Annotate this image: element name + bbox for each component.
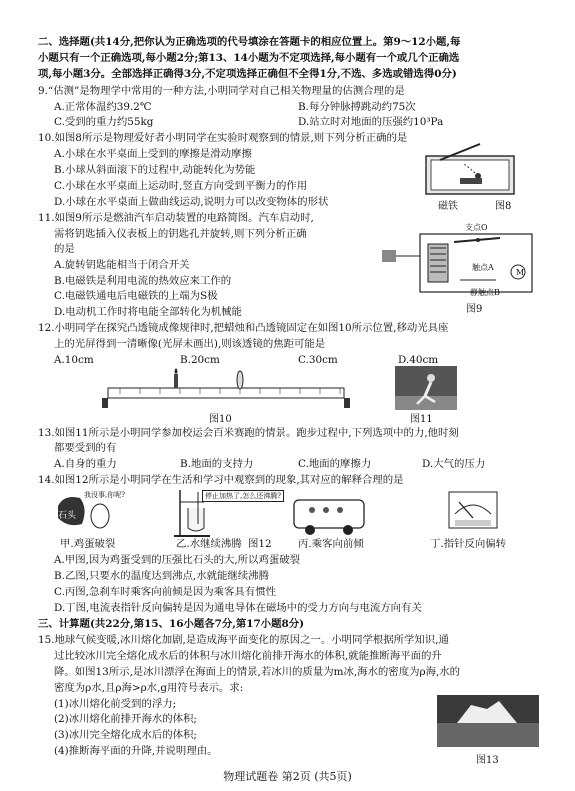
q13-option-a: A.自身的重力	[54, 458, 117, 470]
q15-line2: 过比较冰川完全熔化成水后的体积与冰川熔化前排开海水的体积,就能推断海平面的升	[54, 650, 442, 662]
figure-12b-speech: 停止加热了,怎么还沸腾?	[202, 490, 284, 502]
q9-option-c: C.受到的重力约55kg	[54, 116, 154, 128]
q11-option-a: A.旋转钥匙能相当于闭合开关	[54, 259, 190, 271]
q12-stem-line1: 12.小明同学在探究凸透镜成像规律时,把蜡烛和凸透镜固定在如图10所示位置,移动光具座	[38, 322, 449, 334]
q15-line4: 密度为ρ水,且ρ海>ρ水,g用符号表示。求:	[54, 682, 244, 694]
q13-stem-line2: 都要受到的有	[54, 442, 117, 454]
figure-9-caption: 图9	[466, 304, 483, 315]
figure-10-optical-bench	[100, 366, 350, 414]
q12-option-b: B.20cm	[180, 354, 220, 366]
figure-12-caption: 图12	[248, 538, 272, 550]
figure-11-runner-photo	[395, 366, 457, 410]
page-footer: 物理试题卷 第2页 (共5页)	[223, 770, 352, 783]
figure-9-pivot-label: 支点O	[465, 223, 488, 232]
figure-12c-bus	[290, 490, 370, 538]
section2-line3: 项,每小题3分。全部选择正确得3分,不定项选择正确但不全得1分,不选、多选或错选得0分)	[38, 68, 457, 80]
q11-option-c: C.电磁铁通电后电磁铁的上端为S极	[54, 290, 218, 302]
figure-10-caption: 图10	[209, 414, 232, 425]
q14-option-b: B.乙图,只要水的温度达到沸点,水就能继续沸腾	[54, 570, 269, 582]
q15-sub1: (1)冰川熔化前受到的浮力;	[54, 698, 177, 710]
section2-line1: 二、选择题(共14分,把你认为正确选项的代号填涂在答题卡的相应位置上。第9～12小题,每	[38, 36, 461, 48]
figure-12b-caption: 乙.水继续沸腾	[176, 538, 242, 550]
q13-stem-line1: 13.如图11所示是小明同学参加校运会百米赛跑的情景。跑步过程中,下列选项中的力,他时刻	[38, 427, 459, 439]
figure-13-caption: 图13	[476, 755, 499, 766]
section2-line2: 小题只有一个正确选项,每小题2分;第13、14小题为不定项选择,每小题有一个或几个正确选	[38, 52, 460, 64]
q9-option-b: B.每分钟脉搏跳动约75次	[298, 101, 416, 113]
q15-sub3: (3)冰川完全熔化成水后的体积;	[54, 729, 197, 741]
figure-9-contact-a-label: 触点A	[472, 263, 494, 272]
q12-option-d: D.40cm	[398, 354, 439, 366]
section3-title: 三、计算题(共22分,第15、16小题各7分,第17小题8分)	[38, 618, 305, 630]
figure-9-motor-label: M	[516, 268, 525, 277]
figure-11-caption: 图11	[410, 414, 433, 425]
figure-12c-caption: 丙.乘客向前倾	[298, 538, 364, 550]
q14-option-d: D.丁图,电流表指针反向偏转是因为通电导体在磁场中的受力方向与电流方向有关	[54, 602, 422, 614]
q9-stem: 9.“估测”是物理学中常用的一种方法,小明同学对自己相关物理量的估测合理的是	[38, 85, 405, 97]
q12-stem-line2: 上的光屏得到一清晰像(光屏未画出),则该透镜的焦距可能是	[54, 338, 326, 350]
figure-12a-speech: 我没事,你呢?	[84, 491, 125, 499]
q11-option-b: B.电磁铁是利用电流的热效应来工作的	[54, 275, 232, 287]
figure-12a-stone-label: 石头	[58, 511, 77, 521]
q15-sub4: (4)推断海平面的升降,并说明理由。	[54, 745, 218, 757]
q10-option-b: B.小球从斜面滚下的过程中,动能转化为势能	[54, 164, 256, 176]
q15-line1: 15.地球气候变暖,冰川熔化加剧,是造成海平面变化的原因之一。小明同学根据所学知识,通	[38, 634, 449, 646]
figure-9-circuit	[378, 222, 538, 302]
figure-12d-caption: 丁.指针反向偏转	[430, 538, 507, 550]
q11-option-d: D.电动机工作时将电能全部转化为机械能	[54, 306, 242, 318]
q13-option-b: B.地面的支持力	[180, 458, 254, 470]
q14-option-a: A.甲图,因为鸡蛋受到的压强比石头的大,所以鸡蛋破裂	[54, 554, 301, 566]
q10-option-d: D.小球在水平桌面上做曲线运动,说明力可以改变物体的形状	[54, 196, 329, 208]
q14-stem: 14.如图12所示是小明同学在生活和学习中观察到的现象,其对应的解释合理的是	[38, 474, 404, 486]
q15-sub2: (2)冰川熔化前排开海水的体积;	[54, 713, 197, 725]
q13-option-d: D.大气的压力	[422, 458, 486, 470]
figure-12a-caption: 甲.鸡蛋破裂	[60, 538, 116, 550]
figure-9-contact-b-label: 静触点B	[470, 288, 500, 297]
q14-option-c: C.丙图,急刹车时乘客向前倾是因为乘客具有惯性	[54, 586, 276, 598]
q10-stem: 10.如图8所示是物理爱好者小明同学在实验时观察到的情景,则下列分析正确的是	[38, 132, 408, 144]
q9-option-d: D.站立时对地面的压强约10³Pa	[298, 116, 444, 128]
figure-12d-ammeter	[445, 488, 501, 534]
figure-13-iceberg-photo	[437, 695, 539, 747]
q9-option-a: A.正常体温约39.2℃	[54, 101, 152, 113]
q11-stem-line3: 的是	[54, 243, 75, 255]
q12-option-c: C.30cm	[298, 354, 338, 366]
q11-stem-line1: 11.如图9所示是燃油汽车启动装置的电路简图。汽车启动时,	[38, 212, 314, 224]
q10-option-c: C.小球在水平桌面上运动时,竖直方向受到平衡力的作用	[54, 180, 308, 192]
figure-8-caption: 图8	[495, 201, 512, 212]
q12-option-a: A.10cm	[54, 354, 94, 366]
q11-stem-line2: 需将钥匙插入仪表板上的钥匙孔并旋转,则下列分析正确	[54, 228, 307, 240]
q10-option-a: A.小球在水平桌面上受到的摩擦是滑动摩擦	[54, 148, 252, 160]
figure-8-magnet-label: 磁铁	[438, 201, 458, 212]
q15-line3: 降。如图13所示,是冰川漂浮在海面上的情景,若冰川的质量为m冰,海水的密度为ρ海,水的	[54, 666, 461, 678]
q13-option-c: C.地面的摩擦力	[298, 458, 372, 470]
